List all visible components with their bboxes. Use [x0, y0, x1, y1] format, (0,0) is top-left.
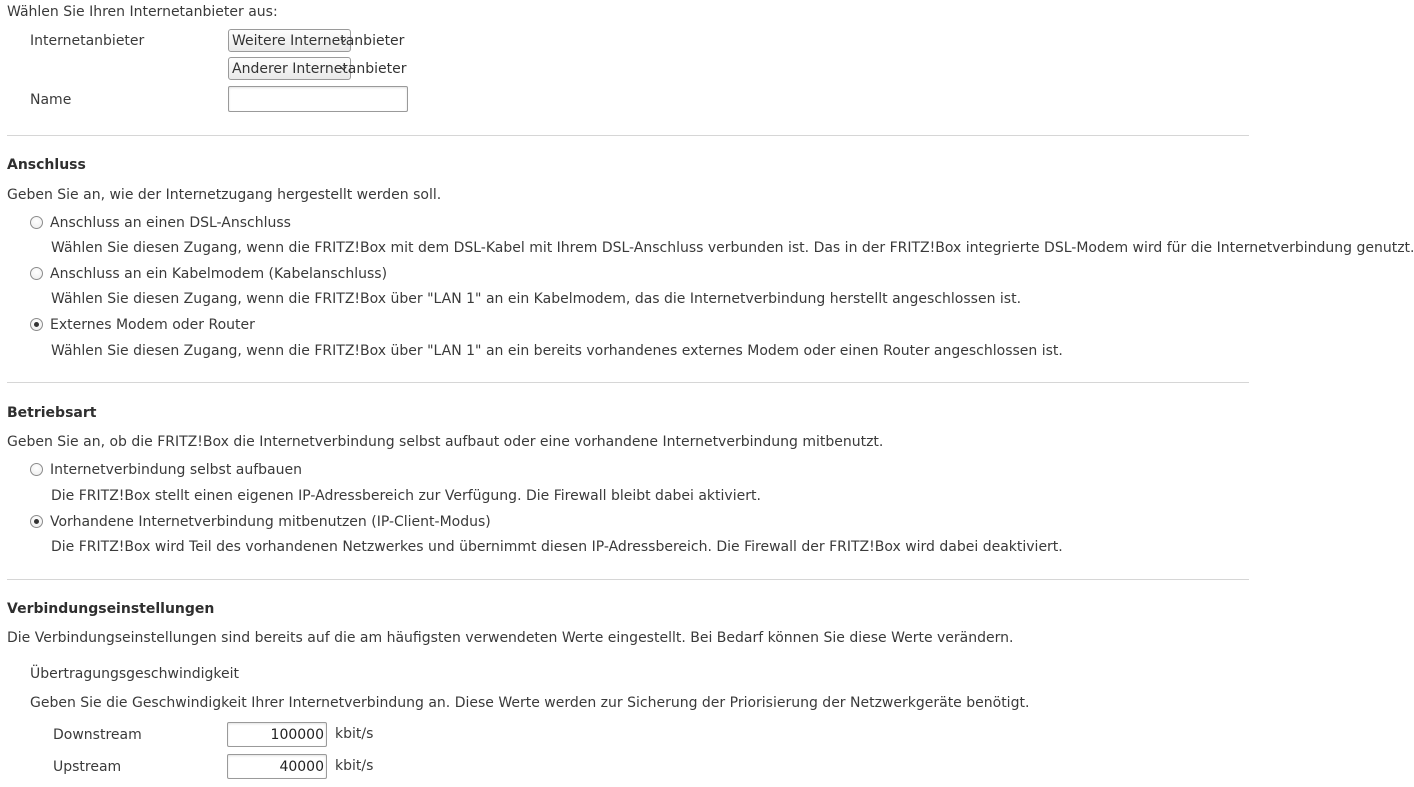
upstream-label: Upstream: [53, 759, 122, 775]
radio-own-connection-label[interactable]: Internetverbindung selbst aufbauen: [50, 462, 302, 478]
radio-dsl-label[interactable]: Anschluss an einen DSL-Anschluss: [50, 215, 291, 231]
provider-subselect-value: Anderer Internetanbieter: [232, 61, 407, 77]
radio-external-modem-help: Wählen Sie diesen Zugang, wenn die FRITZ!Box über "LAN 1" an ein bereits vorhandenes externes Modem oder einen Router angeschlossen ist.: [51, 343, 1063, 359]
chevron-down-icon: [340, 37, 347, 44]
downstream-label: Downstream: [53, 727, 142, 743]
provider-select[interactable]: [228, 29, 405, 52]
upstream-input[interactable]: [227, 754, 327, 779]
divider: [7, 579, 1249, 580]
upstream-unit: kbit/s: [335, 758, 374, 774]
provider-select-value: Weitere Internetanbieter: [232, 33, 405, 49]
radio-own-connection-help: Die FRITZ!Box stellt einen eigenen IP-Adressbereich zur Verfügung. Die Firewall bleibt dabei aktiviert.: [51, 488, 761, 504]
anschluss-heading: Anschluss: [7, 157, 86, 173]
speed-heading: Übertragungsgeschwindigkeit: [30, 666, 239, 682]
name-label: Name: [30, 92, 72, 108]
divider: [7, 135, 1249, 136]
verbindung-description: Die Verbindungseinstellungen sind bereits auf die am häufigsten verwendeten Werte eingestellt. Bei Bedarf können Sie diese Werte verändern.: [7, 630, 1014, 646]
divider: [7, 382, 1249, 383]
radio-own-connection[interactable]: [30, 463, 43, 476]
betriebsart-heading: Betriebsart: [7, 405, 97, 421]
radio-dsl-help: Wählen Sie diesen Zugang, wenn die FRITZ!Box mit dem DSL-Kabel mit Ihrem DSL-Anschluss verbunden ist. Das in der FRITZ!Box integrierte DSL-Modem wird für die Internetverbindung genutzt.: [51, 240, 1414, 256]
betriebsart-description: Geben Sie an, ob die FRITZ!Box die Internetverbindung selbst aufbaut oder eine vorhandene Internetverbindung mitbenutzt.: [7, 434, 884, 450]
radio-ip-client-help: Die FRITZ!Box wird Teil des vorhandenen Netzwerkes und übernimmt diesen IP-Adressbereich. Die Firewall der FRITZ!Box wird dabei deaktiviert.: [51, 539, 1063, 555]
provider-subselect[interactable]: [228, 57, 407, 80]
name-input[interactable]: [228, 86, 408, 112]
radio-cable-label[interactable]: Anschluss an ein Kabelmodem (Kabelanschluss): [50, 266, 388, 282]
chevron-down-icon: [340, 65, 347, 72]
provider-prompt: Wählen Sie Ihren Internetanbieter aus:: [7, 4, 278, 20]
anschluss-description: Geben Sie an, wie der Internetzugang hergestellt werden soll.: [7, 187, 442, 203]
radio-cable[interactable]: [30, 267, 43, 280]
radio-ip-client[interactable]: [30, 515, 43, 528]
radio-external-modem-label[interactable]: Externes Modem oder Router: [50, 317, 255, 333]
radio-dsl[interactable]: [30, 216, 43, 229]
provider-label: Internetanbieter: [30, 33, 145, 49]
radio-cable-help: Wählen Sie diesen Zugang, wenn die FRITZ!Box über "LAN 1" an ein Kabelmodem, das die Internetverbindung herstellt angeschlossen ist.: [51, 291, 1022, 307]
downstream-input[interactable]: [227, 722, 327, 747]
downstream-unit: kbit/s: [335, 726, 374, 742]
radio-ip-client-label[interactable]: Vorhandene Internetverbindung mitbenutzen (IP-Client-Modus): [50, 514, 491, 530]
verbindung-heading: Verbindungseinstellungen: [7, 601, 215, 617]
radio-external-modem[interactable]: [30, 318, 43, 331]
speed-description: Geben Sie die Geschwindigkeit Ihrer Internetverbindung an. Diese Werte werden zur Sicherung der Priorisierung der Netzwerkgeräte benötigt.: [30, 695, 1030, 711]
